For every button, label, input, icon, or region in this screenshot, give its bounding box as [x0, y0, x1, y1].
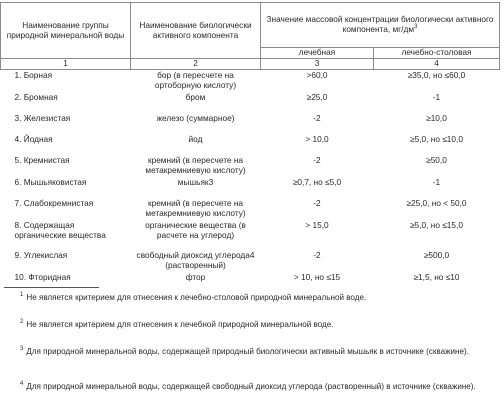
header-component-name: Наименование биологически активного компонента — [131, 3, 261, 59]
medical-value: ≥25,0 — [306, 91, 328, 102]
table-medical-value: ≥1,5, но ≤10 — [413, 271, 460, 282]
table-medical-value: ≥500,0 — [423, 249, 450, 260]
header-num-1: 1 — [1, 59, 131, 70]
group-name: 4. Йодная — [14, 133, 53, 144]
component-name: фтор — [185, 271, 206, 282]
component-name: бор (в пересчете на ортоборную кислоту) — [154, 70, 237, 90]
header-medical: лечебная — [261, 48, 374, 59]
medical-value: > 15,0 — [305, 219, 329, 230]
component-name: железо (суммарное) — [156, 112, 235, 123]
medical-value: -2 — [313, 197, 321, 208]
footnote-1 — [20, 292, 498, 304]
header-table-medical: лечебно-столовая — [374, 48, 500, 59]
table-medical-value: ≥5,0, но ≤10,0 — [410, 133, 463, 144]
footnote-text: Не является критерием для отнесения к лечебной природной минеральной воде. — [26, 320, 334, 329]
footnote-3 — [20, 346, 498, 358]
component-name: мышьяк3 — [177, 176, 214, 187]
header-concentration-sup: 3 — [414, 24, 418, 31]
table-row — [1, 198, 500, 220]
component-name: кремний (в пересчете на метакремниевую кислоту) — [145, 154, 246, 175]
component-name: йод — [188, 133, 203, 144]
mineral-water-table — [0, 2, 500, 293]
footnote-text: Для природной минеральной воды, содержащей природный биологически активный мышьяк в источнике (скважине). — [26, 347, 469, 356]
table-row — [1, 220, 500, 250]
medical-value: -2 — [313, 249, 321, 260]
table-medical-value: -1 — [432, 176, 441, 187]
header-num-2: 2 — [131, 59, 261, 70]
table-medical-value: ≥35,0, но ≤60,0 — [407, 70, 466, 80]
footnote-number: 2 — [20, 319, 24, 326]
medical-value: > 10,0 — [305, 133, 329, 144]
group-name: 5. Кремнистая — [14, 154, 70, 165]
footnote-text: Не является критерием для отнесения к лечебно-столовой природной минеральной воде. — [26, 293, 367, 302]
table-medical-value: ≥10,0 — [426, 112, 447, 123]
medical-value: -2 — [313, 112, 321, 123]
medical-value: ≥0,7, но ≤5,0 — [292, 176, 342, 187]
header-concentration-text: Значение массовой концентрации биологически активного компонента, мг/дм — [266, 14, 494, 34]
table-row — [1, 92, 500, 113]
footnote-number: 3 — [20, 346, 24, 353]
footnote-4 — [20, 381, 498, 393]
table-medical-value: -1 — [432, 91, 441, 102]
component-name: свободный диоксид углерода4 (растворенный) — [136, 249, 255, 270]
group-name: 6. Мышьяковистая — [14, 176, 87, 187]
header-concentration — [261, 3, 500, 48]
group-name: 2. Бромная — [14, 91, 58, 102]
table-row — [1, 113, 500, 134]
group-name: 1. Борная — [14, 70, 53, 80]
group-name: 8. Содержащая органические вещества — [14, 219, 106, 240]
table-medical-value: ≥25,0, но < 50,0 — [406, 197, 467, 208]
medical-value: >60,0 — [306, 70, 328, 80]
medical-value: > 10, но ≤15 — [293, 271, 341, 282]
group-name: 3. Железистая — [14, 112, 71, 123]
header-num-4: 4 — [374, 59, 500, 70]
table-medical-value: ≥50,0 — [426, 154, 447, 165]
footnote-divider — [4, 287, 99, 288]
component-name: бром — [185, 91, 206, 102]
group-name: 10. Фторидная — [14, 271, 71, 282]
header-num-3: 3 — [261, 59, 374, 70]
header-group-name: Наименование группы природной минеральной воды — [1, 3, 131, 59]
table-row — [1, 177, 500, 198]
table-row — [1, 272, 500, 293]
group-name: 9. Углекислая — [14, 249, 68, 260]
table-row — [1, 70, 500, 92]
medical-value: -2 — [313, 154, 321, 165]
footnote-text: Для природной минеральной воды, содержащей свободный диоксид углерода (растворенный) в источнике (скважине). — [26, 382, 476, 391]
table-row — [1, 134, 500, 155]
footnote-number: 1 — [20, 292, 24, 299]
table-medical-value: ≥5,0, но ≤15,0 — [410, 219, 463, 230]
table-row — [1, 250, 500, 272]
group-name: 7. Слабокремнистая — [14, 197, 94, 208]
footnote-number: 4 — [20, 381, 24, 388]
component-name: органические вещества (в расчете на углерод) — [145, 219, 246, 240]
table-row — [1, 155, 500, 177]
footnote-2 — [20, 319, 498, 331]
component-name: кремний (в пересчете на метакремниевую кислоту) — [145, 197, 246, 218]
